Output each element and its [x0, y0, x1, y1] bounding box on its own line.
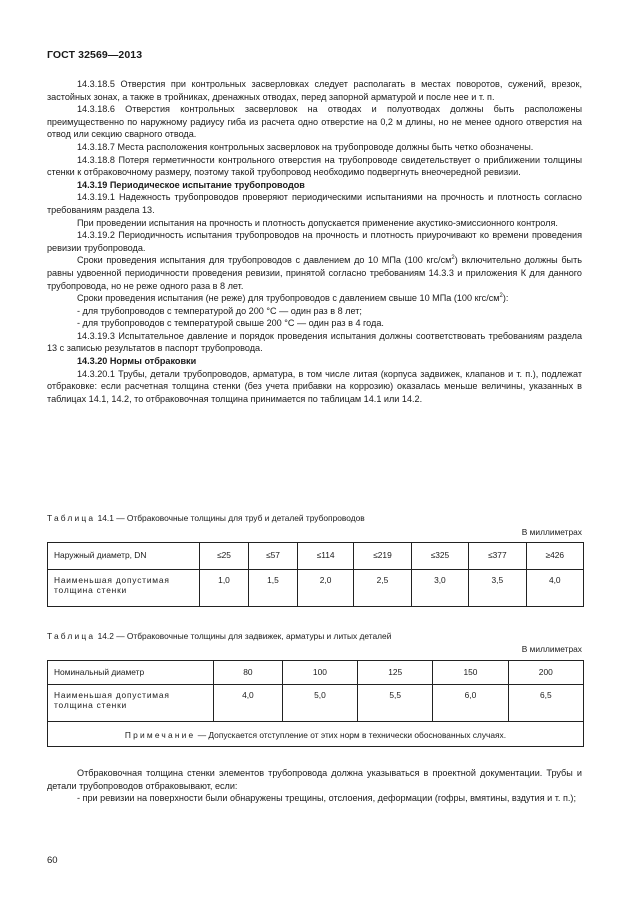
- table-cell-label: Наименьшая допустимая толщина стенки: [48, 685, 214, 722]
- table-14-2: [47, 660, 584, 747]
- table-cell: ≥426: [526, 543, 583, 570]
- table-cell: 1,5: [248, 570, 297, 607]
- table-row: [48, 543, 584, 570]
- list-item-temp-high: - для трубопроводов с температурой свыше 200 °С — один раз в 4 года.: [77, 318, 384, 329]
- text-fragment: ):: [502, 293, 509, 304]
- text-fragment: Сроки проведения испытания (не реже) для трубопроводов с давлением свыше 10 МПа (100 кгс/см: [77, 293, 500, 304]
- table-cell: 3,5: [469, 570, 526, 607]
- table-cell: 1,0: [200, 570, 249, 607]
- table-row: [48, 685, 584, 722]
- main-text: [47, 78, 582, 405]
- list-item-revision-defects: - при ревизии на поверхности были обнаружены трещины, отслоения, деформации (гофры, вмятины, вздутия и т. п.);: [77, 793, 576, 804]
- table-caption-text: 14.1 — Отбраковочные толщины для труб и деталей трубопроводов: [95, 513, 365, 523]
- paragraph-14-3-18-7: 14.3.18.7 Места расположения контрольных засверловок на трубопроводе должны быть четко обозначены.: [77, 141, 534, 152]
- table-cell: 200: [508, 661, 583, 685]
- table-14-1-caption: [47, 513, 365, 523]
- section-heading-14-3-19: 14.3.19 Периодическое испытание трубопроводов: [77, 179, 305, 190]
- paragraph-acoustic-emission: При проведении испытания на прочность и плотность допускается применение акустико-эмиссионного контроля.: [77, 217, 558, 228]
- table-cell: ≤57: [248, 543, 297, 570]
- paragraph-test-terms-low-pressure: [47, 254, 582, 292]
- superscript: 2: [451, 255, 455, 262]
- table-row-note: [48, 722, 584, 747]
- superscript: 2: [499, 293, 503, 300]
- paragraph-14-3-18-8: 14.3.18.8 Потеря герметичности контрольного отверстия на трубопроводе свидетельствует о приближении толщины стенки к отбраковочному размеру, поэтому такой трубопровод необходимо подвергнуть внеочередной ревизии.: [47, 154, 582, 178]
- table-cell: 5,0: [282, 685, 357, 722]
- table-cell: 6,0: [433, 685, 508, 722]
- table-14-1: [47, 542, 584, 607]
- text-fragment: ) включительно должны быть равны удвоенной периодичности проведения ревизии, принятой согласно требованиям 14.3.3 и приложения К для данного трубопровода, но не реже одного раза в 8 лет.: [47, 255, 582, 291]
- table-cell-label: Наружный диаметр, DN: [48, 543, 200, 570]
- table-cell: ≤377: [469, 543, 526, 570]
- section-heading-14-3-20: 14.3.20 Нормы отбраковки: [77, 356, 197, 367]
- table-row: [48, 570, 584, 607]
- table-cell-label: Номинальный диаметр: [48, 661, 214, 685]
- table-cell: 3,0: [411, 570, 468, 607]
- table-cell-label: Наименьшая допустимая толщина стенки: [48, 570, 200, 607]
- list-item-temp-low: - для трубопроводов с температурой до 200 °С — один раз в 8 лет;: [77, 305, 362, 316]
- table-cell: 150: [433, 661, 508, 685]
- table-14-1-unit: В миллиметрах: [521, 527, 582, 537]
- paragraph-reject-thickness: Отбраковочная толщина стенки элементов трубопровода должна указываться в проектной документации. Трубы и детали трубопроводов отбраковывают, если:: [47, 768, 582, 791]
- table-cell: ≤114: [297, 543, 353, 570]
- note-text: — Допускается отступление от этих норм в технически обоснованных случаях.: [195, 730, 507, 740]
- table-cell: ≤325: [411, 543, 468, 570]
- table-14-2-unit: В миллиметрах: [521, 644, 582, 654]
- note-word: Примечание: [124, 730, 196, 740]
- page-number: 60: [47, 855, 58, 866]
- table-cell: ≤219: [354, 543, 411, 570]
- table-cell: 5,5: [358, 685, 433, 722]
- text-fragment: Сроки проведения испытания для трубопроводов с давлением до 10 МПа (100 кгс/см: [77, 255, 452, 266]
- paragraph-14-3-18-6: 14.3.18.6 Отверстия контрольных засверловок на отводах и полуотводах должны быть расположены преимущественно по наружному радиусу гиба из расчета одно отверстие на 0,2 м длины, но не менее одного отверстия на отвод или секцию сварного отвода.: [47, 104, 582, 140]
- table-14-2-caption: [47, 631, 391, 641]
- table-cell: 2,0: [297, 570, 353, 607]
- document-header: ГОСТ 32569—2013: [47, 49, 143, 61]
- paragraph-test-terms-high-pressure: [47, 292, 582, 305]
- paragraph-14-3-20-1: 14.3.20.1 Трубы, детали трубопроводов, арматура, в том числе литая (корпуса задвижек, клапанов и т. п.), подлежат отбраковке: если расчетная толщина стенки (без учета прибавки на коррозию) оказалась меньше величины, указанных в таблицах 14.1, 14.2, то отбраковочная толщина принимается по таблицам 14.1 или 14.2.: [47, 368, 582, 404]
- table-cell: ≤25: [200, 543, 249, 570]
- table-cell: 4,0: [526, 570, 583, 607]
- table-cell: 2,5: [354, 570, 411, 607]
- paragraph-14-3-18-5: 14.3.18.5 Отверстия при контрольных засверловках следует располагать в местах поворотов, сужений, врезок, застойных зонах, а также в тройниках, дренажных отводах, перед запорной арматурой и после нее и т. п.: [47, 79, 582, 102]
- table-row: [48, 661, 584, 685]
- table-word: Таблица: [47, 513, 96, 523]
- paragraph-14-3-19-3: 14.3.19.3 Испытательное давление и порядок проведения испытания должны соответствовать требованиям раздела 13 с записью результатов в паспорт трубопровода.: [47, 330, 582, 354]
- table-cell: 100: [282, 661, 357, 685]
- table-caption-text: 14.2 — Отбраковочные толщины для задвижек, арматуры и литых деталей: [95, 631, 392, 641]
- table-note: [48, 722, 584, 747]
- table-cell: 4,0: [214, 685, 283, 722]
- table-cell: 125: [358, 661, 433, 685]
- paragraph-14-3-19-1: 14.3.19.1 Надежность трубопроводов проверяют периодическими испытаниями на прочность и плотность согласно требованиям раздела 13.: [47, 192, 582, 215]
- paragraph-14-3-19-2: 14.3.19.2 Периодичность испытания трубопроводов на прочность и плотность приурочивают ко времени проведения ревизии трубопровода.: [47, 230, 582, 253]
- table-cell: 80: [214, 661, 283, 685]
- table-word: Таблица: [47, 631, 96, 641]
- table-cell: 6,5: [508, 685, 583, 722]
- closing-text: [47, 767, 582, 805]
